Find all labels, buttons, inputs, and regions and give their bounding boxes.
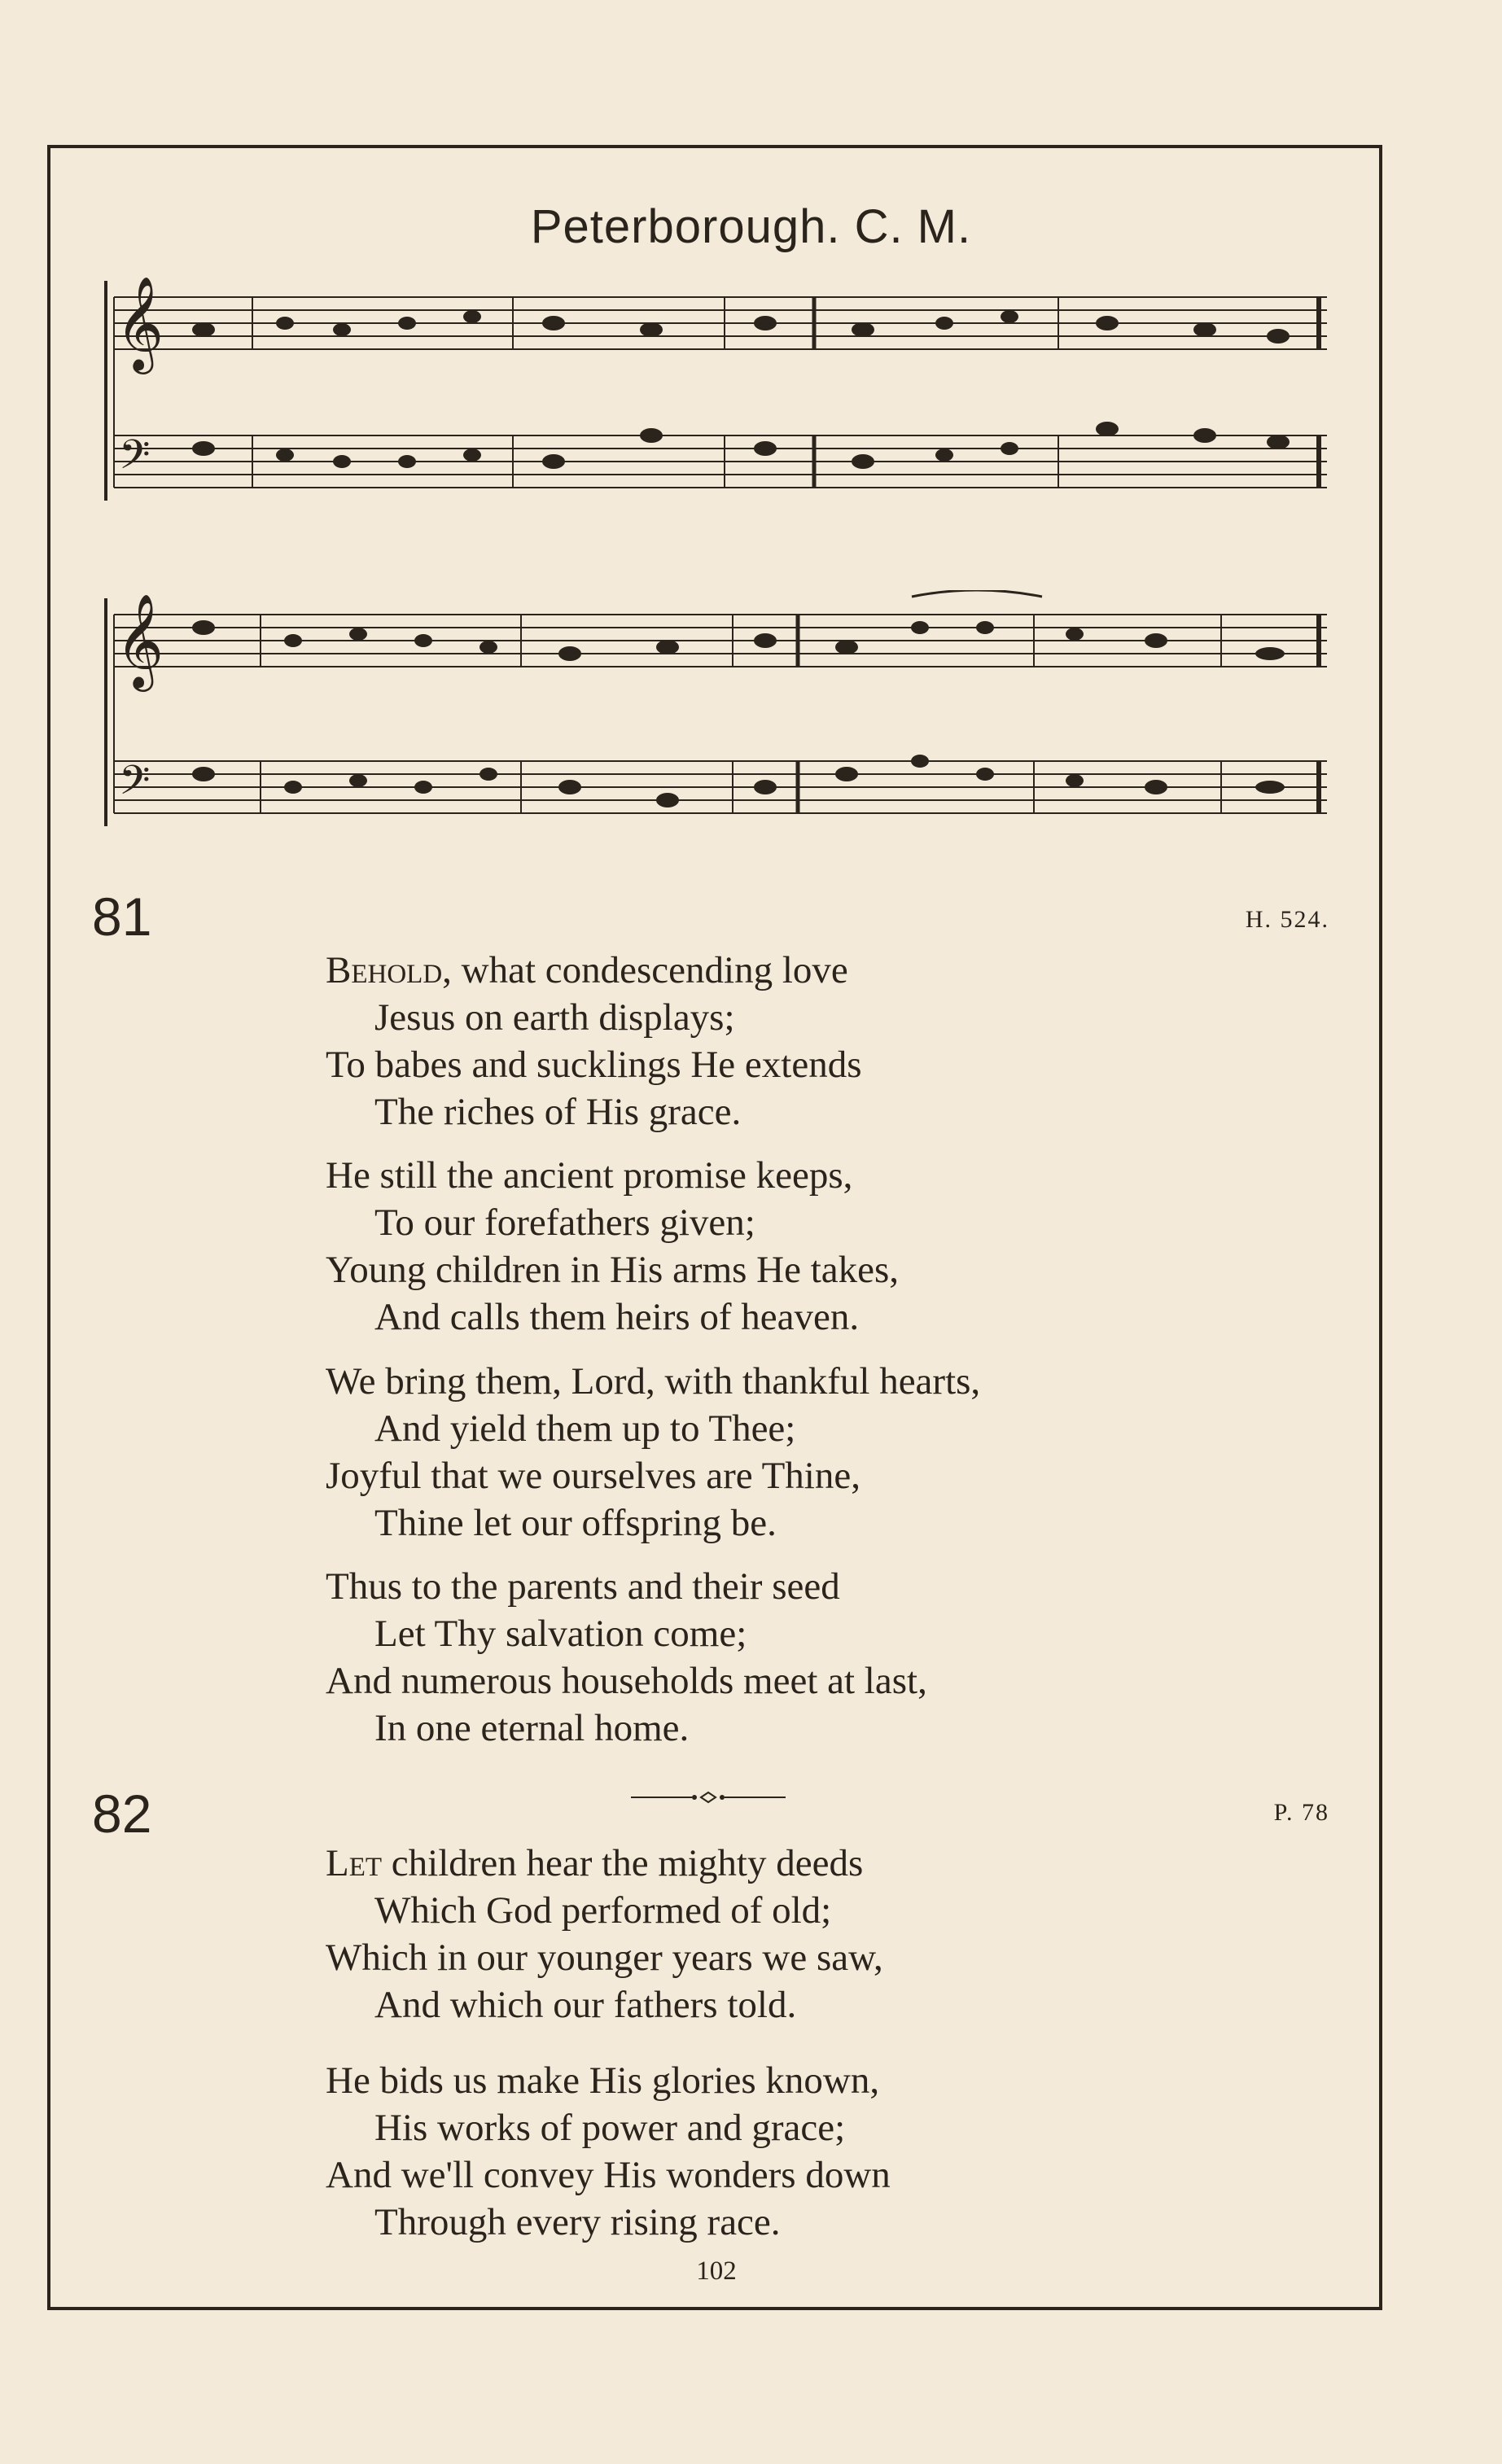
stanza-line: Thine let our offspring be. [374,1502,777,1544]
svg-text:𝄞: 𝄞 [116,275,164,370]
stanza-line: The riches of His grace. [374,1091,742,1133]
stanza-line: And yield them up to Thee; [374,1407,796,1450]
stanza-line: Which God performed of old; [374,1889,832,1932]
hymn-81-stanza-4 [326,1563,927,1752]
svg-text:𝄞: 𝄞 [116,593,164,688]
stanza-line: Joyful that we ourselves are Thine, [326,1455,860,1497]
stanza-line: And numerous households meet at last, [326,1660,927,1702]
stanza-line: His works of power and grace; [374,2107,846,2149]
music-score-system-1 [98,273,1335,517]
music-notation-image-2 [98,590,1335,834]
music-notation-image-1 [98,273,1335,517]
stanza-line: Thus to the parents and their seed [326,1565,840,1608]
stanza-line: In one eternal home. [374,1707,690,1749]
stanza-line: To our forefathers given; [374,1201,755,1244]
hymn-82-stanza-2 [326,2057,891,2246]
stanza-line: To babes and sucklings He extends [326,1044,862,1086]
first-word: Let [326,1842,383,1884]
tune-title: Peterborough. C. M. [530,200,972,253]
stanza-line: And calls them heirs of heaven. [374,1296,860,1338]
hymn-reference-81: H. 524. [1245,906,1329,933]
hymn-82-stanza-1 [326,1840,883,2029]
stanza-line: And which our fathers told. [374,1984,797,2026]
hymn-81-stanza-3 [326,1358,980,1547]
hymn-81-stanza-1 [326,947,861,1136]
music-score-system-2 [98,590,1335,834]
hymn-reference-82: P. 78 [1273,1799,1329,1826]
stanza-line: He bids us make His glories known, [326,2059,880,2102]
stanza-line: Through every rising race. [374,2201,781,2243]
ornamental-divider [631,1791,786,1804]
stanza-line: And we'll convey His wonders down [326,2154,891,2196]
hymn-number-82: 82 [92,1783,152,1844]
svg-text:𝄢: 𝄢 [119,431,151,488]
hymn-number-81: 81 [92,886,152,947]
stanza-line: Let Thy salvation come; [374,1613,747,1655]
stanza-line: Let children hear the mighty deeds [326,1842,864,1884]
stanza-line: Jesus on earth displays; [374,996,735,1039]
stanza-line: We bring them, Lord, with thankful hearts, [326,1360,981,1403]
stanza-line: Which in our younger years we saw, [326,1937,883,1979]
first-word: Behold, [326,949,452,991]
hymn-81-stanza-2 [326,1152,899,1341]
stanza-line: He still the ancient promise keeps, [326,1154,853,1197]
stanza-line: Young children in His arms He takes, [326,1249,900,1291]
page-number: 102 [696,2256,737,2286]
stanza-line: Behold, what condescending love [326,949,848,991]
svg-text:𝄢: 𝄢 [119,757,151,814]
